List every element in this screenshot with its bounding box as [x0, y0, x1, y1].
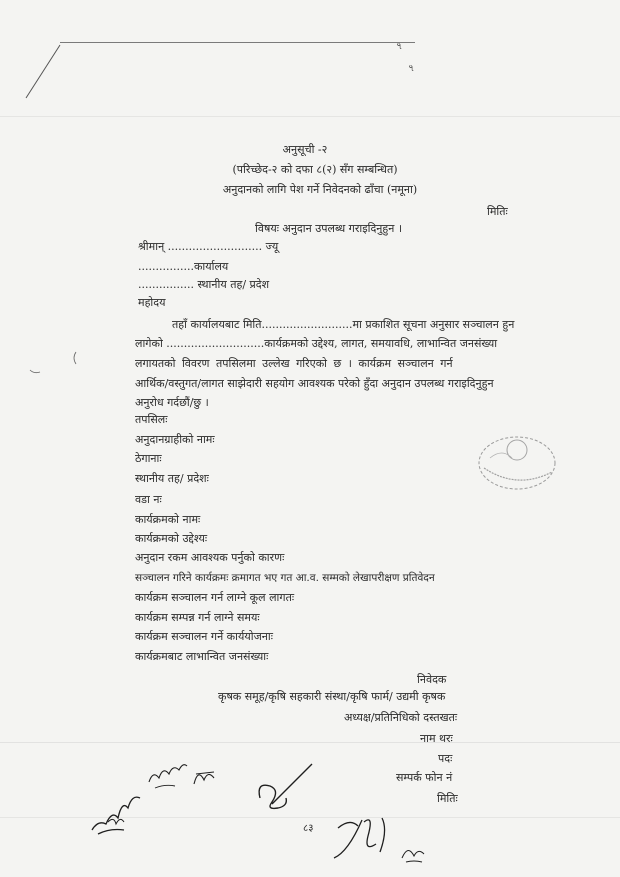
applicant-heading: निवेदक: [417, 673, 447, 686]
body-line-3: लगायतको विवरण तपसिलमा उल्लेख गरिएको छ । कार्यक्रम सञ्चालन गर्न: [135, 357, 453, 370]
addressee-line-3: ................ स्थानीय तह/ प्रदेश: [138, 278, 270, 291]
header-mark-1: ৭: [396, 41, 403, 52]
detail-item: सञ्चालन गरिने कार्यक्रमः क्रमागत भए गत आ.व. सम्मको लेखापरीक्षण प्रतिवेदन: [135, 572, 435, 584]
detail-item: स्थानीय तह/ प्रदेशः: [135, 472, 209, 485]
page-number: ८३: [303, 823, 314, 834]
office-stamp: [472, 428, 562, 498]
detail-item: कार्यक्रम सञ्चालन गर्न लाग्ने कूल लागतः: [135, 591, 295, 604]
detail-item: कार्यक्रम सञ्चालन गर्ने कार्ययोजनाः: [135, 630, 273, 643]
details-heading: तपसिलः: [135, 413, 168, 426]
detail-item: अनुदान रकम आवश्यक पर्नुको कारणः: [135, 551, 285, 564]
detail-item: कार्यक्रमबाट लाभान्वित जनसंख्याः: [135, 650, 269, 663]
date-label: मितिः: [487, 205, 508, 218]
form-title: अनुदानको लागि पेश गर्ने निवेदनको ढाँचा (नमूना): [222, 183, 418, 196]
scan-artifact-line: [0, 116, 620, 117]
handwritten-signature-2: [145, 752, 190, 792]
applicant-phone-label: सम्पर्क फोन नं: [396, 771, 453, 784]
body-line-5: अनुरोध गर्दछौं/छु ।: [135, 396, 209, 409]
detail-item: ठेगानाः: [135, 452, 162, 465]
handwritten-signature-5: [328, 808, 398, 868]
body-line-2: लागेको ............................कार्यक्रमको उद्देश्य, लागत, समयावधि, लाभान्वित जनसंख्या: [135, 337, 498, 350]
applicant-date-label: मितिः: [437, 792, 458, 805]
annex-title: अनुसूची -२: [282, 143, 328, 156]
detail-item: कार्यक्रमको नामः: [135, 513, 201, 526]
corner-fold-mark: [20, 40, 80, 110]
addressee-line-2: ................कार्यालय: [138, 260, 229, 273]
margin-mark: [28, 360, 48, 380]
handwritten-initials: [398, 838, 428, 868]
body-line-1: तहाँ कार्यालयबाट मिति..........................मा प्रकाशित सूचना अनुसार सञ्चालन हुन: [172, 318, 515, 331]
detail-item: कार्यक्रम सम्पन्न गर्न लाग्ने समयः: [135, 611, 260, 624]
handwritten-signature-1: [88, 780, 148, 840]
salutation: महोदय: [138, 296, 166, 309]
top-border-line: [60, 42, 415, 43]
detail-item: कार्यक्रमको उद्देश्यः: [135, 532, 208, 545]
body-line-4: आर्थिक/वस्तुगत/लागत साझेदारी सहयोग आवश्यक परेको हुँदा अनुदान उपलब्ध गराइदिनुहुन: [135, 377, 494, 390]
margin-mark: [70, 350, 80, 370]
applicant-post-label: पदः: [438, 752, 453, 765]
applicant-org: कृषक समूह/कृषि सहकारी संस्था/कृषि फार्म/ उद्यमी कृषक: [218, 690, 446, 703]
annex-subtitle: (परिच्छेद-२ को दफा ८(२) सँग सम्बन्धित): [232, 163, 398, 176]
handwritten-signature-3: [190, 762, 220, 792]
scan-artifact-line: [0, 742, 620, 743]
applicant-name-label: नाम थरः: [420, 732, 453, 745]
subject-line: विषयः अनुदान उपलब्ध गराइदिनुहुन ।: [255, 222, 403, 235]
handwritten-signature-4: [252, 758, 322, 818]
detail-item: अनुदानग्राहीको नामः: [135, 433, 215, 446]
addressee-line-1: श्रीमान् ........................... ज्यू: [138, 240, 279, 253]
detail-item: वडा नः: [135, 493, 162, 506]
applicant-signature-label: अध्यक्ष/प्रतिनिधिको दस्तखतः: [344, 711, 458, 724]
header-mark-2: ৭: [408, 63, 415, 74]
